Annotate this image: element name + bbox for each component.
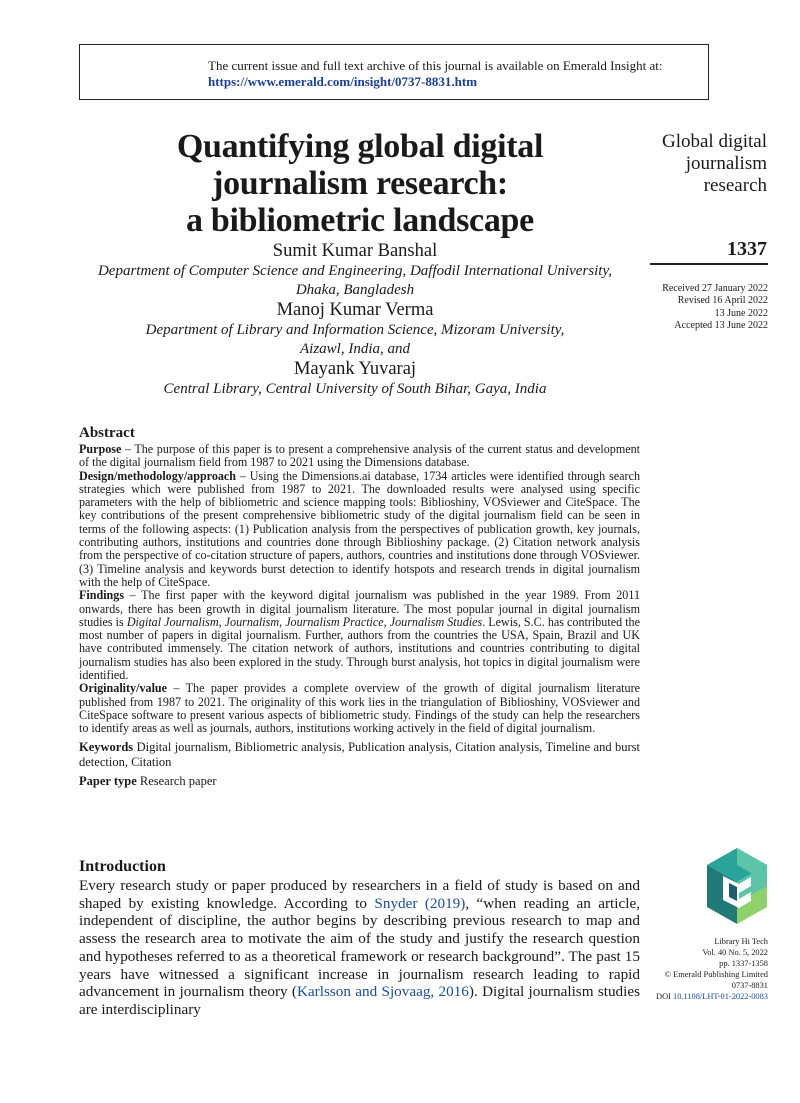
introduction-body: Every research study or paper produced by researchers in a field of study is based on and shaped by existing knowledge. According to Snyder (2019), “when reading an article, independent of discipline, the author begins by describing previous research to map and assess the research area to motivate the aim of the study and justify the research question and hypotheses referred to as a theoretical framework or research background”. The past 15 years have witnessed a significant increase in journalism research leading to rapid advancement in journalism theory (Karlsson and Sjovaag, 2016). Digital journalism studies are interdisciplinary bbox=[79, 877, 641, 1018]
author-block bbox=[60, 240, 650, 399]
revised-date: Revised 16 April 2022 bbox=[677, 295, 768, 307]
findings-label: Findings bbox=[79, 588, 125, 603]
abstract-design bbox=[79, 470, 640, 590]
abstract-purpose bbox=[79, 443, 640, 470]
abstract-originality bbox=[79, 682, 640, 735]
paper-type-label: Paper type bbox=[79, 773, 137, 788]
journal-pages: pp. 1337-1358 bbox=[719, 958, 768, 968]
author-name: Sumit Kumar Banshal bbox=[272, 241, 438, 261]
journal-meta bbox=[640, 937, 768, 1002]
introduction-heading: Introduction bbox=[79, 858, 166, 875]
title-line: Quantifying global digital bbox=[176, 128, 544, 165]
paper-title bbox=[100, 128, 620, 239]
citation-link[interactable]: Snyder (2019) bbox=[374, 894, 466, 912]
banner-url-link[interactable]: https://www.emerald.com/insight/0737-8831.htm bbox=[208, 74, 478, 89]
purpose-label: Purpose bbox=[79, 442, 122, 456]
originality-text: – The paper provides a complete overview of the growth of digital journalism literature published from 1987 to 2021. The originality of this work lies in the triangulation of Biblioshiny, VOSviewer and CiteSpace software to present various aspects of bibliometric study. Findings of the study can help the researchers to identify areas as well as journals, authors, institutions working actively in the field of digital journalism. bbox=[79, 681, 640, 736]
margin-divider bbox=[650, 263, 768, 265]
title-line: a bibliometric landscape bbox=[186, 202, 534, 239]
citation-link[interactable]: Karlsson and Sjovaag, 2016 bbox=[296, 983, 469, 1001]
author-name: Mayank Yuvaraj bbox=[293, 359, 417, 379]
author-affiliation: Central Library, Central University of South Bihar, Gaya, India bbox=[163, 381, 547, 397]
page-number: 1337 bbox=[727, 238, 767, 260]
journal-volume: Vol. 40 No. 5, 2022 bbox=[702, 947, 768, 957]
paper-type-text: Research paper bbox=[136, 773, 217, 788]
running-head: Global digital journalism research bbox=[661, 131, 767, 196]
keywords-text: Digital journalism, Bibliometric analysis, Publication analysis, Citation analysis, Timeline and burst detection, Citation bbox=[79, 739, 640, 769]
findings-journals: Digital Journalism, Journalism, Journalism Practice, Journalism Studies bbox=[126, 614, 483, 629]
author-affiliation: Department of Library and Information Science, Mizoram University, bbox=[145, 322, 565, 338]
abstract-section bbox=[79, 424, 640, 788]
originality-label: Originality/value bbox=[79, 681, 168, 696]
archive-banner bbox=[79, 44, 709, 100]
keywords bbox=[79, 740, 640, 770]
author-name: Manoj Kumar Verma bbox=[276, 300, 434, 320]
title-line: journalism research: bbox=[212, 165, 508, 202]
doi-link[interactable]: 10.1108/LHT-01-2022-0083 bbox=[673, 991, 768, 1001]
introduction-section bbox=[79, 858, 640, 1019]
banner-text: The current issue and full text archive of this journal is available on Emerald Insight at: bbox=[208, 58, 663, 73]
journal-doi: DOI 10.1108/LHT-01-2022-0083 bbox=[656, 991, 768, 1001]
revised-date-2: 13 June 2022 bbox=[714, 307, 768, 319]
paper-type bbox=[79, 775, 640, 788]
abstract-findings bbox=[79, 589, 640, 682]
received-date: Received 27 January 2022 bbox=[662, 283, 768, 294]
journal-issn: 0737-8831 bbox=[731, 980, 768, 990]
purpose-text: – The purpose of this paper is to present a comprehensive analysis of the current status and development of the digital journalism field from 1987 to 2021 using the Dimensions database. bbox=[79, 442, 640, 470]
author-affiliation: Department of Computer Science and Engineering, Daffodil International University, bbox=[97, 263, 613, 279]
abstract-heading: Abstract bbox=[79, 425, 135, 441]
journal-publisher: © Emerald Publishing Limited bbox=[664, 969, 768, 979]
design-text: – Using the Dimensions.ai database, 1734 articles were identified through search strategies which were published from 1987 to 2021. The downloaded results were analysed using specific parameters with the help of bibliometric and science mapping tools: Biblioshiny, VOSviewer and CiteSpace. The key contributions of the present comprehensive bibliometric study of the digital journalism field can be seen in terms of the following aspects: (1) Publication analysis from the perspectives of publication growth, key journals, contributing authors, institutions and countries done through Biblioshiny package. (2) Citation network analysis from the perspective of co-citation structure of papers, authors, countries and institutions done through VOSviewer. (3) Timeline analysis and keywords burst detection to identify hotspots and research trends in digital journalism with the help of CiteSpace. bbox=[79, 468, 640, 589]
author-affiliation: Aizawl, India, and bbox=[299, 340, 410, 357]
emerald-logo-icon bbox=[705, 846, 769, 926]
keywords-label: Keywords bbox=[79, 739, 134, 754]
journal-name: Library Hi Tech bbox=[714, 937, 768, 946]
design-label: Design/methodology/approach bbox=[79, 468, 237, 483]
author-affiliation: Dhaka, Bangladesh bbox=[295, 281, 415, 298]
findings-text-continued: . Lewis, S.C. has contributed the most number of papers in digital journalism. Further, authors from the countries the USA, Spain, Brazil and UK have contributed immensely. The citation network of authors, institutions and countries contributing to digital journalism studies has also been explored in the study. Through burst analysis, hot topics in digital journalism were identified. bbox=[79, 614, 640, 683]
findings-text: – The first paper with the keyword digital journalism was published in the year 1989. From 2011 onwards, there has been growth in digital journalism literature. The most popular journal in digital journalism studies is bbox=[79, 588, 640, 629]
accepted-date: Accepted 13 June 2022 bbox=[674, 320, 768, 332]
